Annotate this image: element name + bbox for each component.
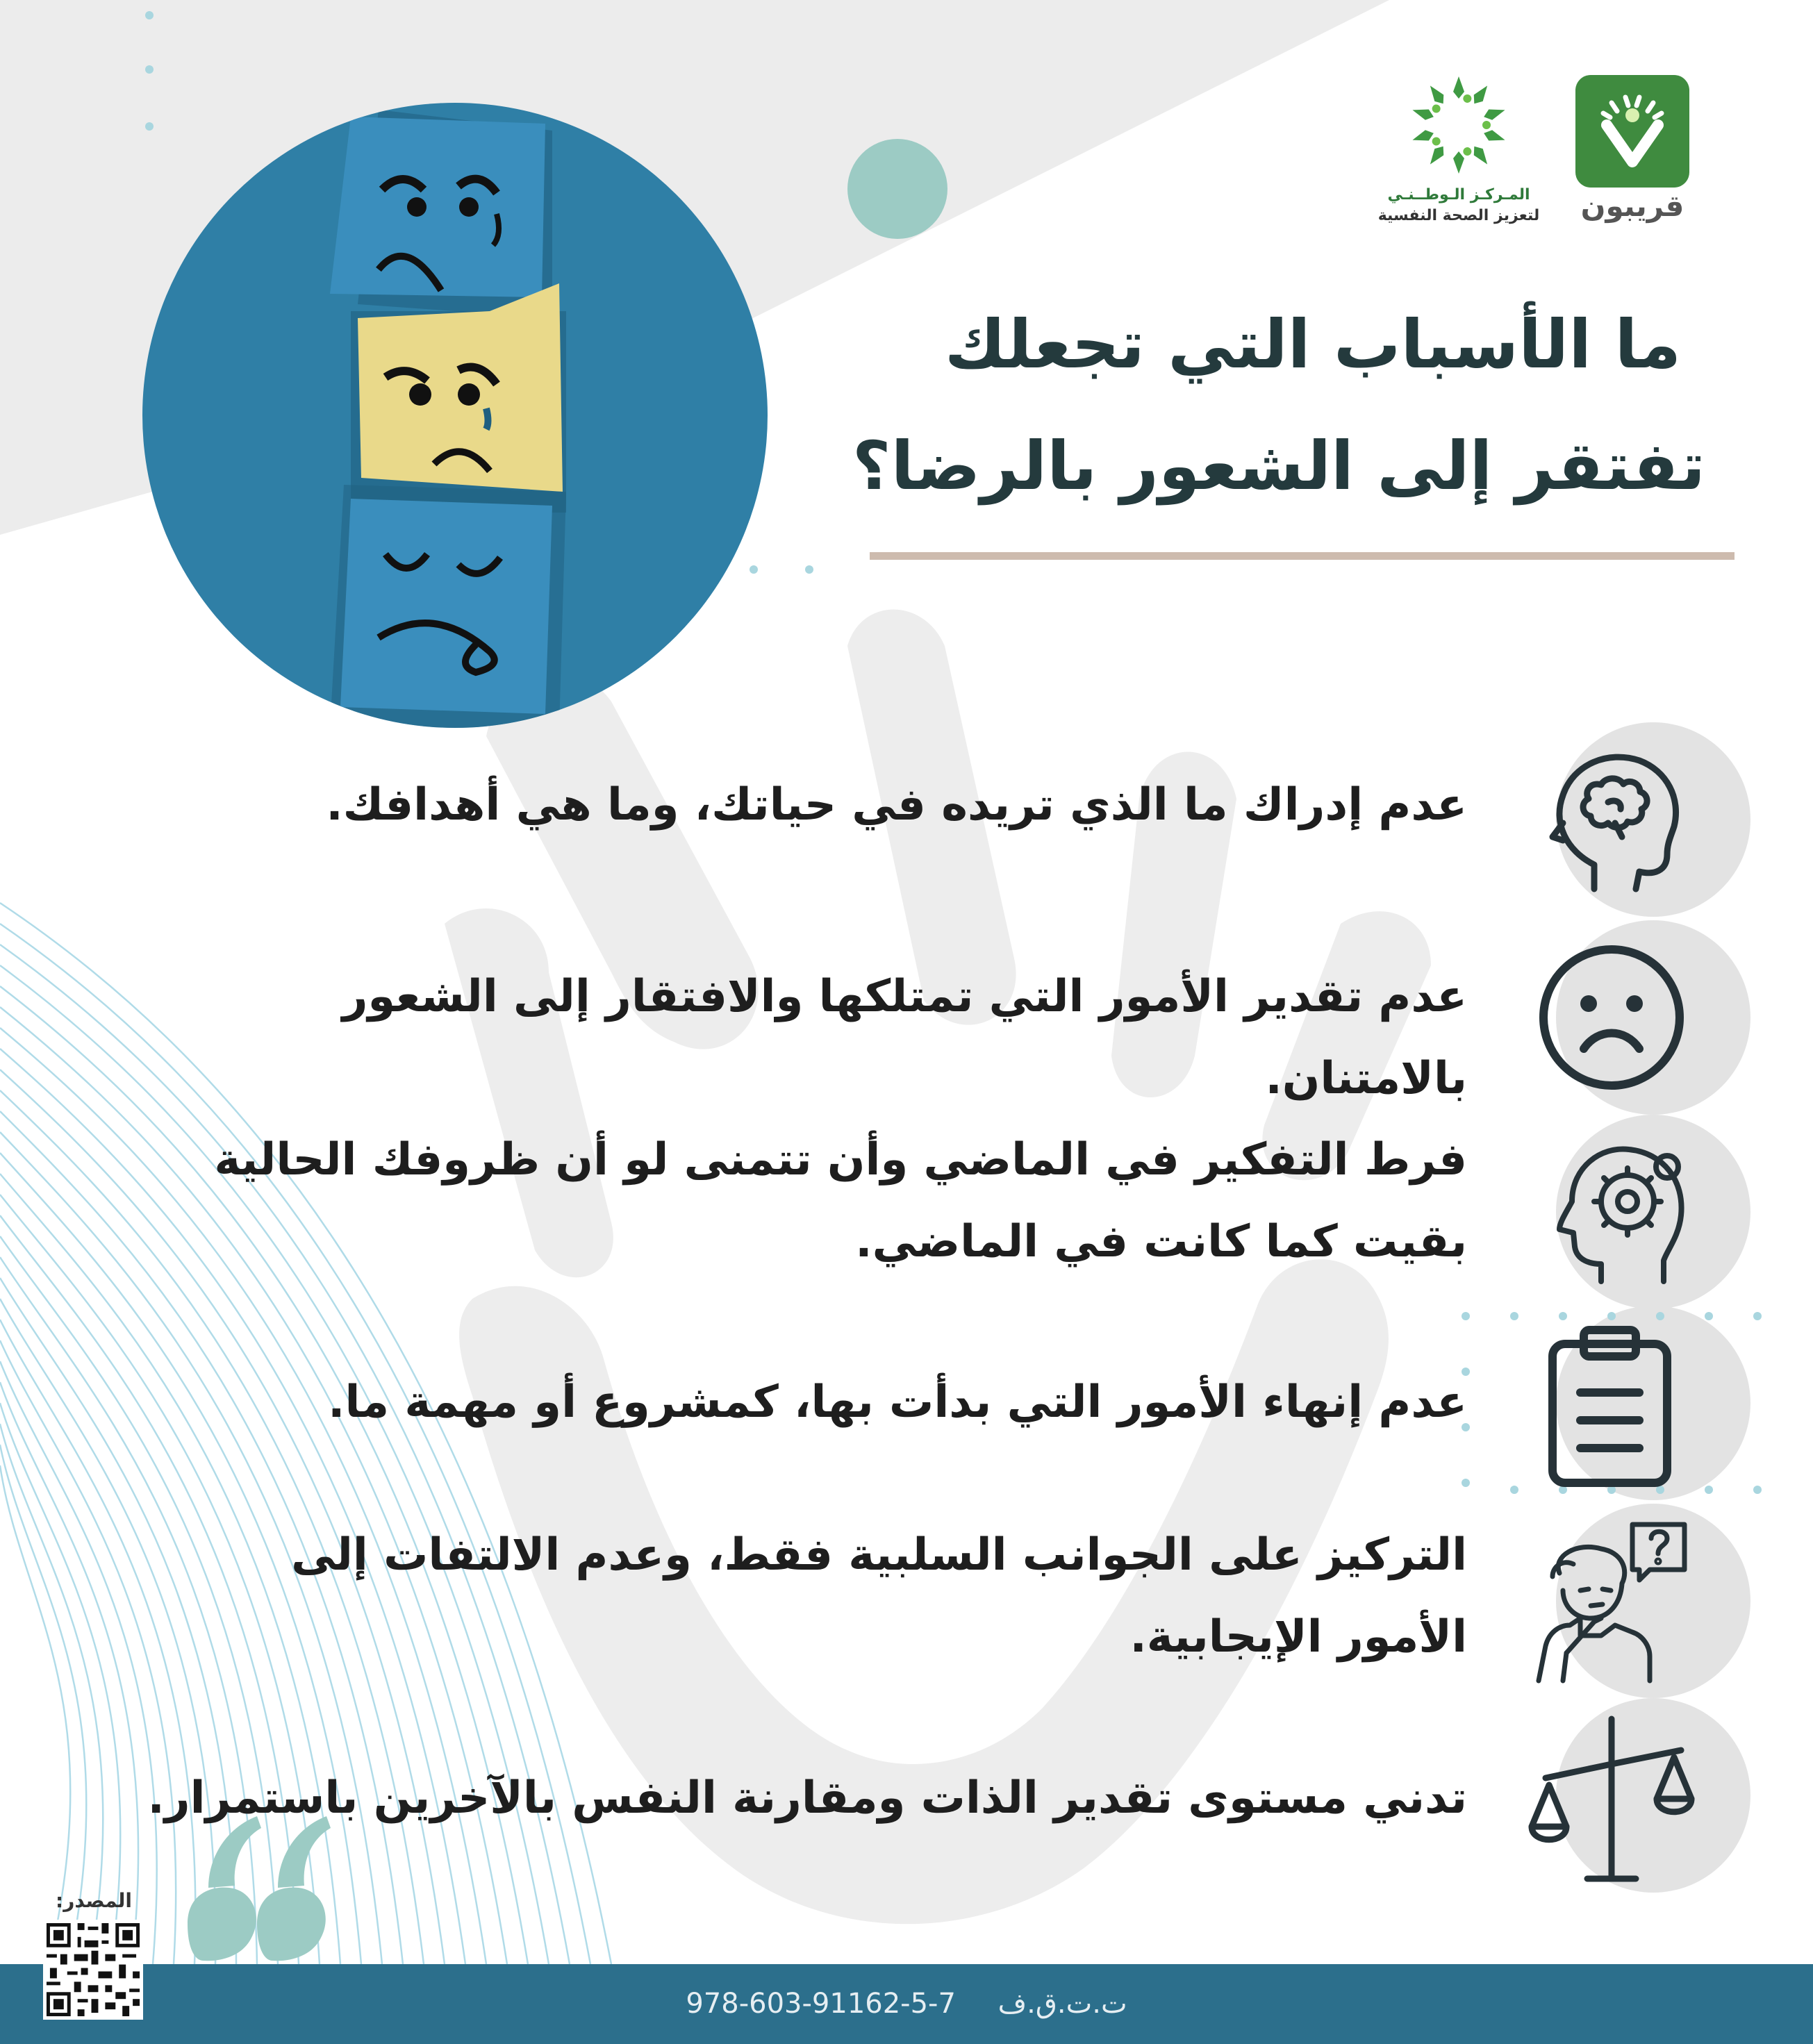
- national-center-name-line2: لتعزيز الصحة النفسية: [1377, 207, 1540, 224]
- qr-code-icon[interactable]: [43, 1920, 143, 2020]
- gear-head-icon: [1525, 1125, 1698, 1299]
- app-logo: [1575, 75, 1689, 188]
- sad-face-icon: [1525, 931, 1698, 1104]
- balance-scale-icon: [1525, 1709, 1698, 1882]
- reason-item-5: التركيز على الجوانب السلبية فقط، وعدم الالتفات إلى الأمور الإيجابية.: [291, 1529, 1467, 1663]
- clipboard-icon: [1525, 1316, 1698, 1490]
- isbn-line: [0, 1964, 1813, 2044]
- brain-head-icon: [1525, 733, 1698, 906]
- reason-item-3: فرط التفكير في الماضي وأن تتمنى لو أن ظروفك الحالية بقيت كما كانت في الماضي.: [214, 1134, 1467, 1268]
- title-divider: [870, 552, 1735, 560]
- page-title-line-2: تفتقر إلى الشعور بالرضا؟: [852, 427, 1705, 505]
- reason-item-2: عدم تقدير الأمور التي تمتلكها والافتقار إلى الشعور بالامتنان.: [342, 971, 1467, 1104]
- reason-item-6: تدني مستوى تقدير الذات ومقارنة النفس بالآخرين باستمرار.: [147, 1772, 1467, 1824]
- isbn-value: 978-603-91162-5-7: [686, 1988, 956, 2020]
- national-center-logo-icon: [1396, 69, 1521, 181]
- national-center-logo-name: [1361, 185, 1556, 226]
- national-center-name-line1: المـركـز الـوطــنـي: [1387, 186, 1530, 203]
- sad-notes-illustration: [142, 103, 768, 728]
- page-title-line-1: ما الأسباب التي تجعلك: [944, 306, 1681, 383]
- reason-item-1: عدم إدراك ما الذي تريده في حياتك، وما هي أهدافك.: [326, 779, 1467, 831]
- app-logo-name: قريبون: [1580, 189, 1684, 223]
- thinking-person-icon: [1525, 1514, 1698, 1688]
- source-label: المصدر:: [56, 1889, 132, 1912]
- reason-item-4: عدم إنهاء الأمور التي بدأت بها، كمشروع أو مهمة ما.: [328, 1377, 1467, 1428]
- app-logo-icon: [1575, 75, 1689, 188]
- isbn-label: ت.ت.ق.ف: [997, 1988, 1127, 2020]
